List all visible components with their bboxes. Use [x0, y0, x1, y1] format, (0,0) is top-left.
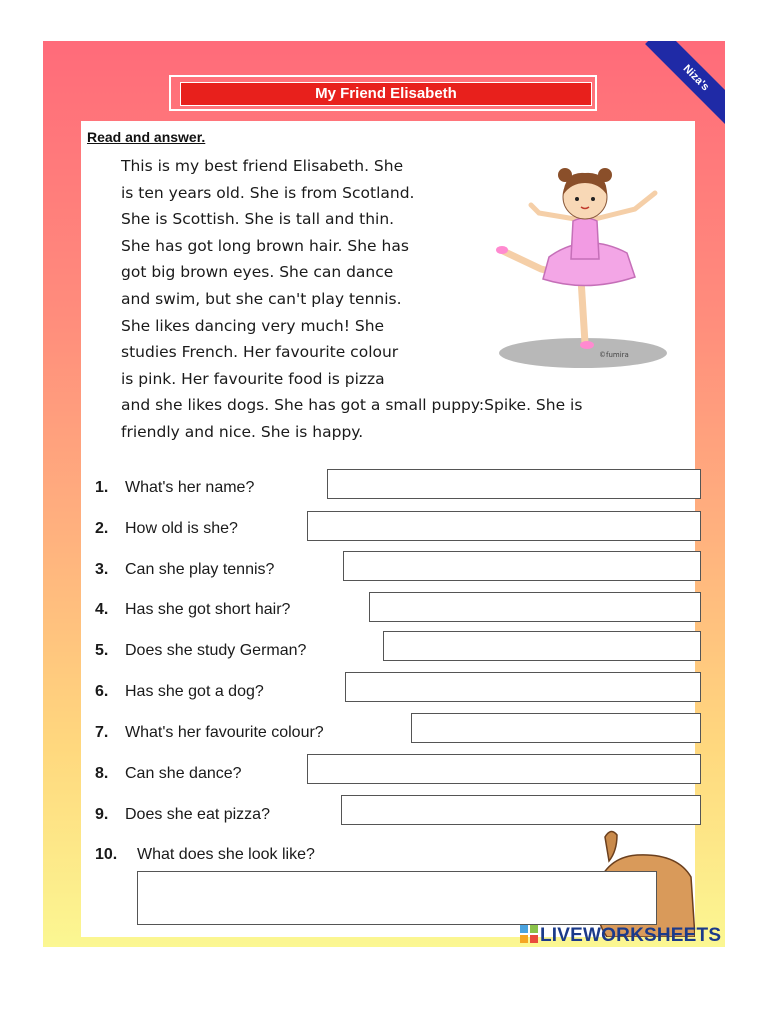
- page-title: My Friend Elisabeth: [180, 82, 592, 106]
- story-line: This is my best friend Elisabeth. She: [121, 157, 404, 175]
- question-7: 7. What's her favourite colour?: [95, 724, 324, 741]
- story-line: She is Scottish. She is tall and thin.: [121, 210, 395, 229]
- brand-name: LIVEWORKSHEETS: [540, 925, 722, 946]
- question-2: 2. How old is she?: [95, 520, 238, 537]
- worksheet-page: [43, 41, 725, 947]
- answer-box-5[interactable]: [383, 631, 701, 661]
- content-panel: [81, 121, 695, 937]
- story-line: got big brown eyes. She can dance: [121, 263, 394, 282]
- story-line: She likes dancing very much! She: [121, 316, 385, 335]
- liveworksheets-logo: [520, 925, 721, 947]
- instruction-text: Read and answer.: [87, 129, 206, 145]
- answer-box-4[interactable]: [369, 592, 701, 622]
- question-8: 8. Can she dance?: [95, 765, 242, 782]
- answer-box-7[interactable]: [411, 713, 701, 743]
- corner-ribbon: Niza's: [645, 41, 725, 129]
- answer-box-6[interactable]: [345, 672, 701, 702]
- ballerina-illustration: [495, 161, 675, 371]
- story-line: is pink. Her favourite food is pizza: [121, 369, 385, 388]
- answer-box-2[interactable]: [307, 511, 701, 541]
- story-line: friendly and nice. She is happy.: [121, 422, 364, 441]
- question-9: 9. Does she eat pizza?: [95, 806, 270, 823]
- liveworksheets-mark-icon: [520, 925, 538, 943]
- story-line: She has got long brown hair. She has: [121, 236, 409, 255]
- answer-box-1[interactable]: [327, 469, 701, 499]
- answer-box-3[interactable]: [343, 551, 701, 581]
- story-line: studies French. Her favourite colour: [121, 343, 399, 362]
- story-line: is ten years old. She is from Scotland.: [121, 183, 415, 202]
- question-6: 6. Has she got a dog?: [95, 683, 264, 700]
- story-line: and swim, but she can't play tennis.: [121, 289, 402, 308]
- story-line: and she likes dogs. She has got a small puppy:Spike. She is: [121, 396, 583, 415]
- image-credit: ©fumira: [599, 351, 629, 359]
- question-4: 4. Has she got short hair?: [95, 601, 291, 618]
- question-5: 5. Does she study German?: [95, 642, 307, 659]
- answer-box-10[interactable]: [137, 871, 657, 925]
- answer-box-8[interactable]: [307, 754, 701, 784]
- question-3: 3. Can she play tennis?: [95, 561, 275, 578]
- question-10: 10. What does she look like?: [95, 846, 315, 863]
- story-text: [121, 153, 583, 446]
- answer-box-9[interactable]: [341, 795, 701, 825]
- question-1: 1. What's her name?: [95, 479, 255, 496]
